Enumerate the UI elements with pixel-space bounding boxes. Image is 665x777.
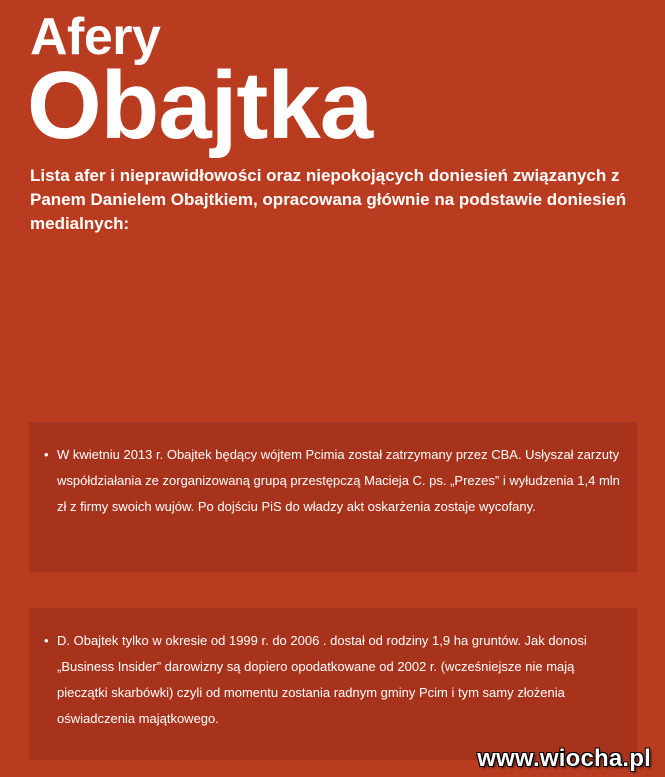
list-item xyxy=(44,628,623,732)
card-list xyxy=(44,442,623,520)
intro-text: Lista afer i nieprawidłowości oraz niepokojących doniesień związanych z Panem Danielem Obajtkiem, opracowana głównie na podstawie doniesień medialnych: xyxy=(30,166,627,233)
list-item-text: D. Obajtek tylko w okresie od 1999 r. do 2006 . dostał od rodziny 1,9 ha gruntów. Jak donosi „Business Insider” darowizny są dopiero opodatkowane od 2002 r. (wcześniejsze nie mają pieczątki skarbówki) czyli od momentu zostania radnym gminy Pcim i tym samy złożenia oświadczenia majątkowego. xyxy=(57,633,587,726)
bullet-icon: • xyxy=(44,447,49,462)
card-list xyxy=(44,628,623,732)
title-big: Obajtka xyxy=(27,52,373,159)
bullet-icon: • xyxy=(44,633,49,648)
list-item-text: W kwietniu 2013 r. Obajtek będący wójtem Pcimia został zatrzymany przez CBA. Usłyszał zarzuty współdziałania ze zorganizowaną grupą przestępczą Macieja C. ps. „Prezes” i wyłudzenia 1,4 mln zł z firmy swoich wujów. Po dojściu PiS do władzy akt oskarżenia zostaje wycofany. xyxy=(57,447,620,514)
list-item xyxy=(44,442,623,520)
watermark: www.wiocha.pl xyxy=(477,745,651,772)
title-small: Afery xyxy=(30,8,161,66)
card-item-2 xyxy=(29,608,637,760)
card-item-1 xyxy=(29,422,637,572)
